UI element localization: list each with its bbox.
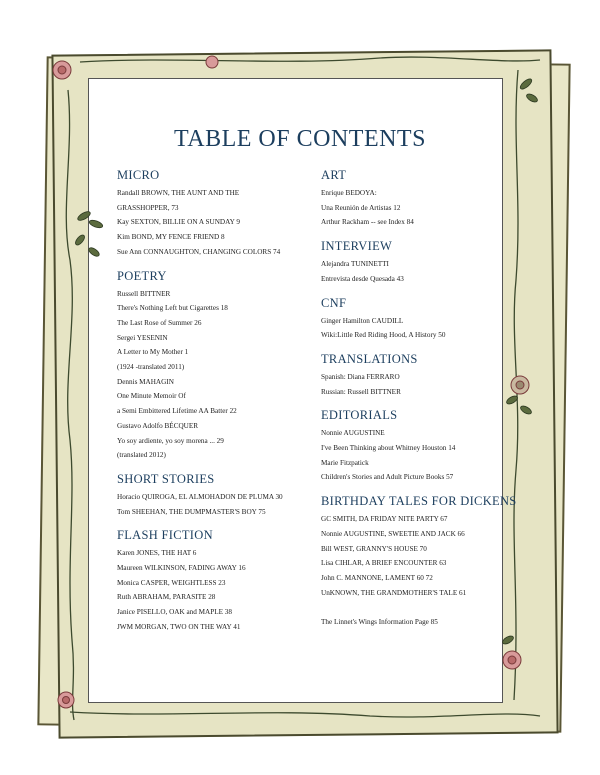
toc-entry: Ruth ABRAHAM, PARASITE 28 (117, 593, 216, 602)
toc-entry: UnKNOWN, THE GRANDMOTHER'S TALE 61 (321, 588, 467, 597)
toc-entry: Spanish: Diana FERRARO (321, 372, 400, 381)
section-heading: POETRY (117, 268, 167, 283)
toc-entry: Gustavo Adolfo BÉCQUER (117, 421, 199, 430)
section-gap (321, 230, 521, 239)
section-heading: BIRTHDAY TALES FOR DICKENS (321, 494, 517, 509)
toc-entry: Arthur Rackham -- see Index 84 (321, 218, 414, 227)
toc-entry: Ginger Hamilton CAUDILL (321, 316, 404, 325)
toc-entry: Tom SHEEHAN, THE DUMPMASTER'S BOY 75 (117, 507, 266, 516)
toc-entry: GRASSHOPPER, 73 (117, 203, 179, 212)
toc-entry: Karen JONES, THE HAT 6 (117, 549, 197, 558)
toc-entry: Bill WEST, GRANNY'S HOUSE 70 (321, 544, 427, 553)
toc-entry: Marie Fitzpatick (321, 458, 369, 467)
toc-entry: A Letter to My Mother 1 (117, 348, 189, 357)
section-heading: CNF (321, 295, 347, 310)
toc-entry: Nonnie AUGUSTINE (321, 429, 385, 438)
toc-entry: GC SMITH, DA FRIDAY NITE PARTY 67 (321, 515, 448, 524)
toc-entry: Dennis MAHAGIN (117, 377, 174, 386)
section-heading: ART (321, 168, 347, 182)
toc-entry: JWM MORGAN, TWO ON THE WAY 41 (117, 622, 241, 631)
toc-entry: Sue Ann CONNAUGHTON, CHANGING COLORS 74 (117, 247, 281, 256)
toc-entry: Lisa CIHLAR, A BRIEF ENCOUNTER 63 (321, 559, 447, 568)
toc-entry: Russell BITTNER (117, 289, 171, 298)
toc-entry: Sergei YESENIN (117, 333, 168, 342)
section-gap (321, 399, 521, 408)
toc-entry: The Last Rose of Summer 26 (117, 318, 202, 327)
toc-entry: One Minute Memoir Of (117, 392, 186, 401)
toc-entry: Monica CASPER, WEIGHTLESS 23 (117, 578, 226, 587)
toc-entry: (translated 2012) (117, 451, 166, 460)
toc-entry: Maureen WILKINSON, FADING AWAY 16 (117, 564, 246, 573)
toc-entry: a Semi Embittered Lifetime AA Batter 22 (117, 407, 237, 416)
section-gap (321, 485, 521, 494)
section-gap (117, 519, 317, 528)
toc-entry (321, 600, 521, 615)
section-heading: INTERVIEW (321, 239, 393, 254)
toc-entry: Alejandra TUNINETTI (321, 260, 389, 269)
toc-entry: Wiki:Little Red Riding Hood, A History 50 (321, 331, 446, 340)
section-heading: MICRO (117, 168, 160, 182)
section-gap (117, 260, 317, 269)
section-gap (321, 287, 521, 296)
toc-entry: Randall BROWN, THE AUNT AND THE (117, 189, 240, 197)
toc-entry: (1924 -translated 2011) (117, 363, 185, 372)
toc-entry: Entrevista desde Quesada 43 (321, 274, 404, 283)
section-heading: TRANSLATIONS (321, 351, 418, 366)
section-heading: EDITORIALS (321, 408, 398, 423)
section-gap (321, 343, 521, 352)
toc-entry: There's Nothing Left but Cigarettes 18 (117, 304, 228, 313)
toc-entry: Una Reunión de Artistas 12 (321, 203, 401, 212)
page-title: TABLE OF CONTENTS (174, 126, 426, 152)
toc-entry: Children's Stories and Adult Picture Books 57 (321, 473, 454, 482)
left-column (117, 168, 317, 635)
section-heading: SHORT STORIES (117, 471, 215, 486)
toc-entry: Nonnie AUGUSTINE, SWEETIE AND JACK 66 (321, 529, 465, 538)
toc-entry: Kim BOND, MY FENCE FRIEND 8 (117, 233, 225, 242)
toc-entry: Kay SEXTON, BILLIE ON A SUNDAY 9 (117, 218, 240, 227)
toc-entry: John C. MANNONE, LAMENT 60 72 (321, 573, 433, 582)
toc-entry: The Linnet's Wings Information Page 85 (321, 618, 438, 627)
toc-entry: Enrique BEDOYA: (321, 189, 377, 197)
toc-entry: Yo soy ardiente, yo soy morena ... 29 (117, 436, 224, 445)
section-heading: FLASH FICTION (117, 528, 213, 543)
section-gap (117, 463, 317, 472)
toc-entry: Russian: Russell BITTNER (321, 387, 401, 396)
toc-entry: Janice PISELLO, OAK and MAPLE 38 (117, 608, 232, 617)
right-column (321, 168, 521, 630)
toc-entry: Horacio QUIROGA, EL ALMOHADON DE PLUMA 30 (117, 492, 283, 501)
toc-entry: I've Been Thinking about Whitney Houston 14 (321, 444, 456, 453)
